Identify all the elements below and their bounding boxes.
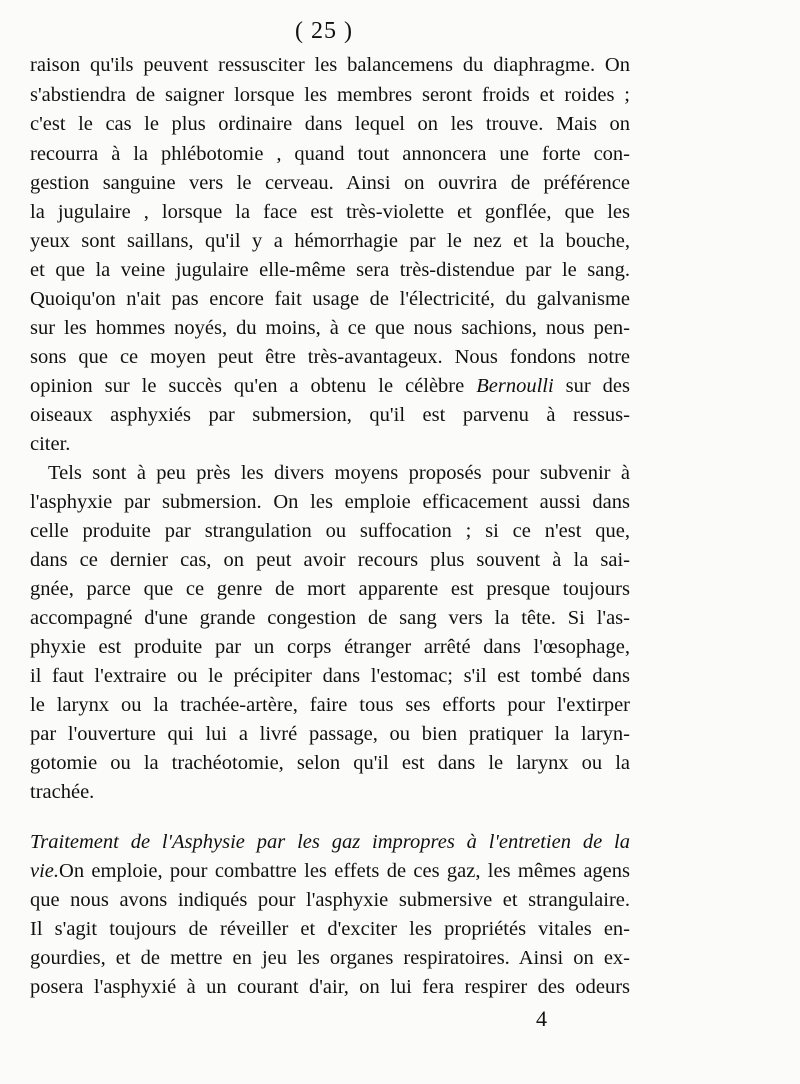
text-line: s'abstiendra de saigner lorsque les membres seront froids et roides ; <box>30 84 630 106</box>
text-line: que nous avons indiqués pour l'asphyxie submersive et strangulaire. <box>30 889 630 911</box>
text-line: sur les hommes noyés, du moins, à ce que nous sachions, nous pen- <box>30 317 630 339</box>
text-line: accompagné d'une grande congestion de sang vers la tête. Si l'as- <box>30 607 630 629</box>
author-name: Bernoulli <box>476 375 554 397</box>
text-line: gnée, parce que ce genre de mort apparente est presque toujours <box>30 578 630 600</box>
text-line: citer. <box>30 433 71 455</box>
page-number: ( 25 ) <box>295 18 353 44</box>
text-line: sons que ce moyen peut être très-avantageux. Nous fondons notre <box>30 346 630 368</box>
text-line: Quoiqu'on n'ait pas encore fait usage de l'électricité, du galvanisme <box>30 288 630 310</box>
text-line: trachée. <box>30 781 95 803</box>
text-line: phyxie est produite par un corps étranger arrêté dans l'œsophage, <box>30 636 630 658</box>
text-line: raison qu'ils peuvent ressusciter les balancemens du diaphragme. On <box>30 54 630 76</box>
text-line <box>30 371 630 401</box>
text-line: l'asphyxie par submersion. On les emploie efficacement aussi dans <box>30 491 630 513</box>
text-line: gotomie ou la trachéotomie, selon qu'il est dans le larynx ou la <box>30 752 630 774</box>
text-line: il faut l'extraire ou le précipiter dans l'estomac; s'il est tombé dans <box>30 665 630 687</box>
text-segment: sur des <box>553 375 630 397</box>
text-line: posera l'asphyxié à un courant d'air, on lui fera respirer des odeurs <box>30 976 630 998</box>
text-segment: On emploie, pour combattre les effets de ces gaz, les mêmes agens <box>59 860 630 882</box>
text-line: dans ce dernier cas, on peut avoir recours plus souvent à la sai- <box>30 549 630 571</box>
text-line: oiseaux asphyxiés par submersion, qu'il est parvenu à ressus- <box>30 404 630 426</box>
text-line: yeux sont saillans, qu'il y a hémorrhagie par le nez et la bouche, <box>30 230 630 252</box>
signature-mark: 4 <box>536 1006 547 1031</box>
text-line: recourra à la phlébotomie , quand tout annoncera une forte con- <box>30 143 630 165</box>
text-line: Il s'agit toujours de réveiller et d'exciter les propriétés vitales en- <box>30 918 630 940</box>
section-heading: Traitement de l'Asphysie par les gaz impropres à l'entretien de la <box>30 831 630 853</box>
text-line: c'est le cas le plus ordinaire dans lequel on les trouve. Mais on <box>30 113 630 135</box>
text-line: le larynx ou la trachée-artère, faire tous ses efforts pour l'extirper <box>30 694 630 716</box>
text-line: celle produite par strangulation ou suffocation ; si ce n'est que, <box>30 520 630 542</box>
text-line: gourdies, et de mettre en jeu les organes respiratoires. Ainsi on ex- <box>30 947 630 969</box>
text-line <box>30 856 630 886</box>
text-line: la jugulaire , lorsque la face est très-violette et gonflée, que les <box>30 201 630 223</box>
section-heading-end: vie. <box>30 860 60 882</box>
text-line: et que la veine jugulaire elle-même sera très-distendue par le sang. <box>30 259 630 281</box>
text-segment: opinion sur le succès qu'en a obtenu le célèbre <box>30 375 477 397</box>
text-line: Tels sont à peu près les divers moyens proposés pour subvenir à <box>48 462 630 484</box>
text-line: gestion sanguine vers le cerveau. Ainsi on ouvrira de préférence <box>30 172 630 194</box>
text-line: par l'ouverture qui lui a livré passage, ou bien pratiquer la laryn- <box>30 723 630 745</box>
